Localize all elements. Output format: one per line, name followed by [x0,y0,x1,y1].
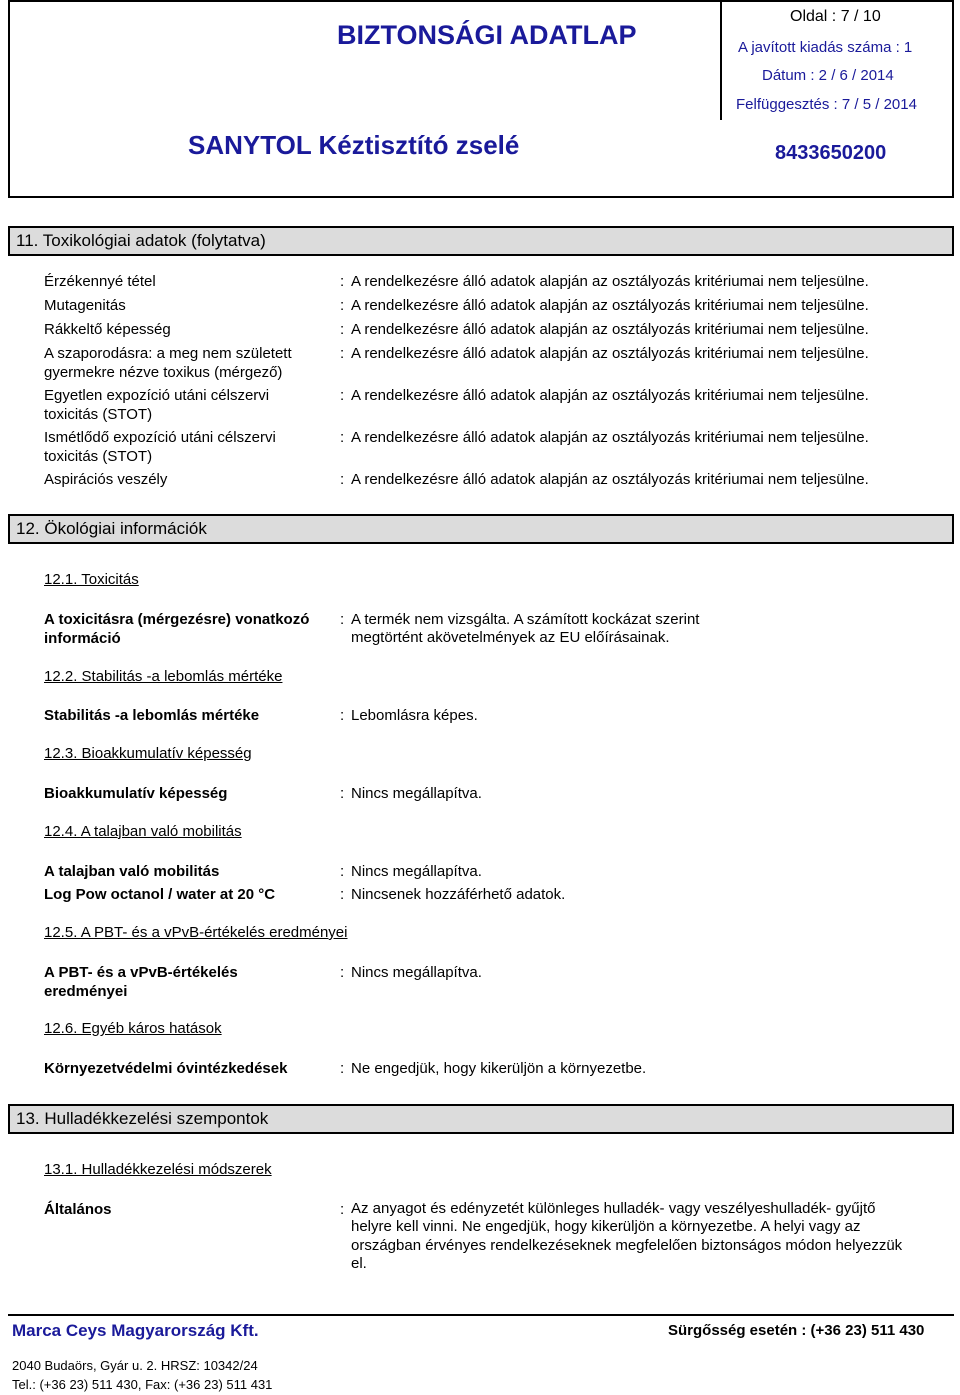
soil-mobility-label: A talajban való mobilitás [44,863,220,880]
supersedes-date: Felfüggesztés : 7 / 5 / 2014 [736,96,917,113]
colon: : [340,886,345,903]
stot-repeated-value: A rendelkezésre álló adatok alapján az osztályozás kritériumai nem teljesülne. [351,429,869,446]
subsection-12-3-title: 12.3. Bioakkumulatív képesség [44,745,252,762]
degradability-label: Stabilitás -a lebomlás mértéke [44,707,260,724]
general-label: Általános [44,1201,112,1218]
colon: : [340,345,345,362]
colon: : [340,297,345,314]
product-name: SANYTOL Kéztisztító zselé [188,130,520,160]
mutagenicity-value: A rendelkezésre álló adatok alapján az osztályozás kritériumai nem teljesülne. [351,297,869,314]
waste-method-line-4: el. [351,1255,367,1272]
degradability-value: Lebomlásra képes. [351,707,478,724]
subsection-12-4-title: 12.4. A talajban való mobilitás [44,823,242,840]
subsection-12-5-title: 12.5. A PBT- és a vPvB-értékelés eredményei [44,924,348,941]
revision-number: A javított kiadás száma : 1 [738,39,913,56]
sensitisation-value: A rendelkezésre álló adatok alapján az osztályozás kritériumai nem teljesülne. [351,273,869,290]
revision-date: Dátum : 2 / 6 / 2014 [762,67,894,84]
section-11-title: 11. Toxikológiai adatok (folytatva) [8,226,954,256]
sensitisation-label: Érzékennyé tétel [44,273,156,290]
log-pow-value: Nincsenek hozzáférhető adatok. [351,886,566,903]
colon: : [340,785,345,802]
stot-single-label: Egyetlen expozíció utáni célszervi [44,387,270,404]
pbt-assessment-label-2: eredményei [44,983,128,1000]
colon: : [340,387,345,404]
reproductive-toxicity-value: A rendelkezésre álló adatok alapján az osztályozás kritériumai nem teljesülne. [351,345,869,362]
pbt-assessment-value: Nincs megállapítva. [351,964,482,981]
colon: : [340,1201,345,1218]
stot-repeated-label: Ismétlődő expozíció utáni célszervi [44,429,276,446]
toxicity-value-2: megtörtént akövetelmények az EU előírásainak. [351,629,670,646]
bioaccumulation-value: Nincs megállapítva. [351,785,482,802]
footer-divider [8,1314,954,1316]
reproductive-toxicity-label-2: gyermekre nézve toxikus (mérgező) [44,364,283,381]
section-13-title: 13. Hulladékkezelési szempontok [8,1104,954,1134]
carcinogenicity-label: Rákkeltő képesség [44,321,171,338]
colon: : [340,863,345,880]
waste-method-line-3: országban érvényes rendelkezéseknek megfelelően biztonságos módon helyezzük [351,1237,903,1254]
emergency-phone: Sürgősség esetén : (+36 23) 511 430 [668,1322,925,1339]
aspiration-hazard-label: Aspirációs veszély [44,471,168,488]
environmental-precautions-label: Környezetvédelmi óvintézkedések [44,1060,288,1077]
stot-repeated-label-2: toxicitás (STOT) [44,448,153,465]
header-divider [720,0,722,120]
colon: : [340,707,345,724]
company-name: Marca Ceys Magyarország Kft. [12,1321,259,1340]
subsection-12-1-title: 12.1. Toxicitás [44,571,139,588]
stot-single-value: A rendelkezésre álló adatok alapján az osztályozás kritériumai nem teljesülne. [351,387,869,404]
carcinogenicity-value: A rendelkezésre álló adatok alapján az osztályozás kritériumai nem teljesülne. [351,321,869,338]
subsection-12-6-title: 12.6. Egyéb káros hatások [44,1020,222,1037]
mutagenicity-label: Mutagenitás [44,297,126,314]
toxicity-label-2: információ [44,630,121,647]
document-title: BIZTONSÁGI ADATLAP [337,20,637,50]
section-12-title: 12. Ökológiai információk [8,514,954,544]
pbt-assessment-label: A PBT- és a vPvB-értékelés [44,964,238,981]
reproductive-toxicity-label: A szaporodásra: a meg nem született [44,345,292,362]
colon: : [340,273,345,290]
company-address: 2040 Budaörs, Gyár u. 2. HRSZ: 10342/24 [12,1358,258,1373]
waste-method-line-2: helyre kell vinni. Ne engedjük, hogy kikerüljön a környezetbe. A helyi vagy az [351,1218,861,1235]
colon: : [340,611,345,628]
subsection-13-1-title: 13.1. Hulladékkezelési módszerek [44,1161,272,1178]
bioaccumulation-label: Bioakkumulatív képesség [44,785,228,802]
stot-single-label-2: toxicitás (STOT) [44,406,153,423]
environmental-precautions-value: Ne engedjük, hogy kikerüljön a környezetbe. [351,1060,647,1077]
colon: : [340,1060,345,1077]
product-code: 8433650200 [775,142,887,164]
toxicity-label: A toxicitásra (mérgezésre) vonatkozó [44,611,310,628]
colon: : [340,321,345,338]
waste-method-line-1: Az anyagot és edényzetét különleges hulladék- vagy veszélyeshulladék- gyűjtő [351,1200,876,1217]
subsection-12-2-title: 12.2. Stabilitás -a lebomlás mértéke [44,668,283,685]
log-pow-label: Log Pow octanol / water at 20 °C [44,886,276,903]
colon: : [340,964,345,981]
colon: : [340,471,345,488]
soil-mobility-value: Nincs megállapítva. [351,863,482,880]
aspiration-hazard-value: A rendelkezésre álló adatok alapján az osztályozás kritériumai nem teljesülne. [351,471,869,488]
colon: : [340,429,345,446]
toxicity-value: A termék nem vizsgálta. A számított kockázat szerint [351,611,700,628]
company-phone-fax: Tel.: (+36 23) 511 430, Fax: (+36 23) 511 431 [12,1377,273,1392]
page-number: Oldal : 7 / 10 [790,8,881,25]
